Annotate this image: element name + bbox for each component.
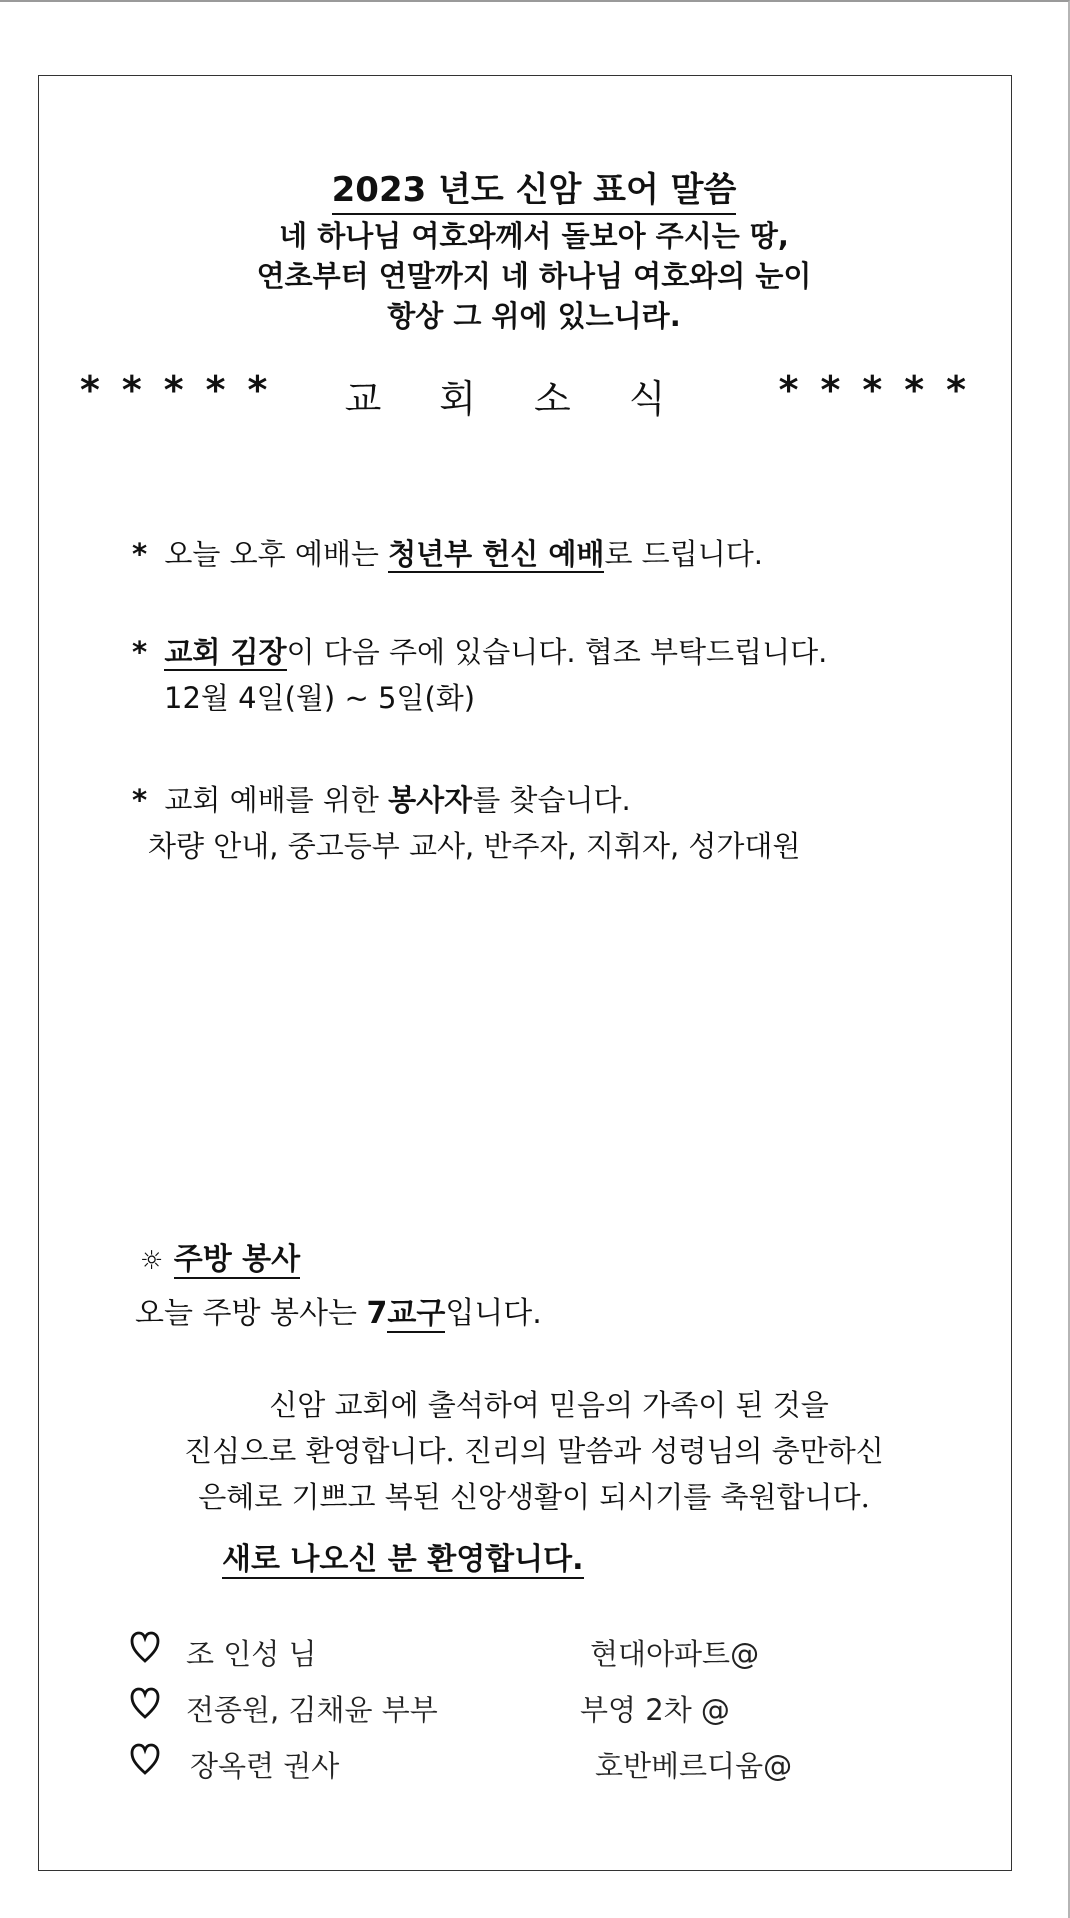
verse-line: 연초부터 연말까지 네 하나님 여호와의 눈이 <box>256 259 812 293</box>
kimjang-dates: 12월 4일(월) ~ 5일(화) <box>164 681 476 715</box>
stars-right: ***** <box>778 368 988 412</box>
volunteer-roles: 차량 안내, 중고등부 교사, 반주자, 지휘자, 성가대원 <box>148 829 801 863</box>
motto-verse <box>0 216 1068 336</box>
newcomer-address: 부영 2차 @ <box>580 1693 730 1727</box>
verse-line: 네 하나님 여호와께서 돌보아 주시는 땅, <box>279 219 789 253</box>
kitchen-service-text: 오늘 주방 봉사는 7교구입니다. <box>135 1296 542 1331</box>
news-item-youth-service: * 오늘 오후 예배는 청년부 헌신 예배로 드립니다. <box>132 537 763 571</box>
newcomer-name: 장옥련 권사 <box>190 1749 340 1783</box>
heart-icon <box>130 1630 160 1664</box>
kitchen-service-title: ☼ 주방 봉사 <box>140 1242 301 1277</box>
newcomer-address: 호반베르디움@ <box>595 1749 793 1783</box>
church-news-label: 교회소식 <box>344 377 724 421</box>
heart-icon <box>130 1686 160 1720</box>
welcome-line: 은혜로 기쁘고 복된 신앙생활이 되시기를 축원합니다. <box>198 1480 870 1514</box>
newcomers-title: 새로 나오신 분 환영합니다. <box>222 1542 584 1577</box>
church-news-header <box>80 368 988 423</box>
welcome-line: 신암 교회에 출석하여 믿음의 가족이 된 것을 <box>269 1388 829 1422</box>
yearly-motto-title: 2023 년도 신암 표어 말씀 <box>0 162 1068 211</box>
welcome-message <box>0 1382 1068 1520</box>
news-item-kimjang: * 교회 김장이 다음 주에 있습니다. 협조 부탁드립니다. 12월 4일(월) ~ 5일(화) <box>132 630 827 720</box>
heart-icon <box>130 1742 160 1776</box>
verse-line: 항상 그 위에 있느니라. <box>387 299 681 333</box>
newcomer-name: 조 인성 님 <box>186 1637 317 1671</box>
sun-icon: ☼ <box>140 1246 164 1276</box>
newcomer-address: 현대아파트@ <box>590 1637 760 1671</box>
news-item-volunteers: * 교회 예배를 위한 봉사자를 찾습니다. 차량 안내, 중고등부 교사, 반주자, 지휘자, 성가대원 <box>132 778 800 868</box>
bulletin-border <box>38 75 1012 1871</box>
stars-left: ***** <box>80 368 290 412</box>
welcome-line: 진심으로 환영합니다. 진리의 말씀과 성령님의 충만하신 <box>184 1434 884 1468</box>
newcomer-name: 전종원, 김채윤 부부 <box>186 1693 438 1727</box>
